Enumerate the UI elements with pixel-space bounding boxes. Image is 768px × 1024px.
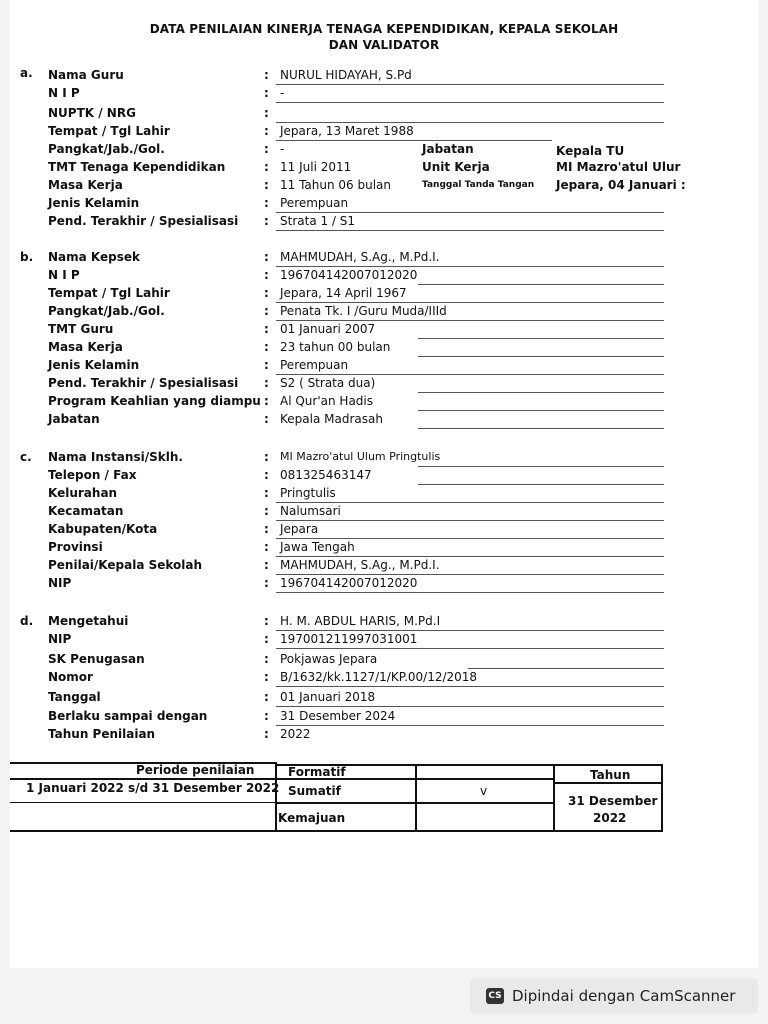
field-value: Jawa Tengah — [280, 540, 355, 554]
field-label: Kabupaten/Kota — [48, 522, 158, 536]
field-label: N I P — [48, 86, 80, 100]
field-row — [48, 670, 768, 688]
field-row — [48, 709, 768, 727]
field-value: 23 tahun 00 bulan — [280, 340, 391, 354]
document-title-line-2: DAN VALIDATOR — [328, 38, 440, 52]
field-row — [48, 727, 768, 745]
field-label: Program Keahlian yang diampu — [48, 394, 261, 408]
field-row — [48, 322, 768, 340]
field-row — [48, 576, 768, 594]
field-value: 081325463147 — [280, 468, 372, 482]
field-colon: : — [264, 196, 269, 210]
field-colon: : — [264, 504, 269, 518]
field-row — [48, 540, 768, 558]
field-value: 01 Januari 2018 — [280, 690, 376, 704]
field-colon: : — [264, 340, 269, 354]
underline — [276, 230, 664, 231]
jabatan-value: Kepala TU — [556, 144, 625, 158]
field-row — [48, 304, 768, 322]
tahun-value-line-2: 2022 — [593, 811, 627, 825]
field-value: S2 ( Strata dua) — [280, 376, 376, 390]
underline — [418, 428, 664, 429]
underline — [276, 686, 664, 687]
field-label: Nomor — [48, 670, 93, 684]
field-row — [48, 178, 768, 196]
field-row — [48, 468, 768, 486]
table-rule — [275, 802, 553, 804]
field-row — [48, 504, 768, 522]
field-colon: : — [264, 576, 269, 590]
table-rule — [553, 782, 663, 784]
underline — [418, 484, 664, 485]
field-colon: : — [264, 250, 269, 264]
field-label: Tempat / Tgl Lahir — [48, 286, 170, 300]
field-colon: : — [264, 142, 269, 156]
field-value: MAHMUDAH, S.Ag., M.Pd.I. — [280, 558, 440, 572]
field-label: Kecamatan — [48, 504, 124, 518]
field-label: Jenis Kelamin — [48, 196, 140, 210]
camscanner-logo-icon: CS — [486, 988, 504, 1004]
field-row — [48, 160, 768, 178]
field-label: Pend. Terakhir / Spesialisasi — [48, 214, 239, 228]
section-b-letter: b. — [20, 250, 34, 264]
underline — [276, 266, 664, 267]
field-row — [48, 340, 768, 358]
field-row — [48, 632, 768, 650]
underline — [276, 706, 664, 707]
field-value: Kepala Madrasah — [280, 412, 383, 426]
section-d-letter: d. — [20, 614, 34, 628]
underline — [276, 140, 552, 141]
field-label: NIP — [48, 632, 72, 646]
underline — [276, 302, 664, 303]
tahun-header: Tahun — [590, 768, 631, 782]
field-colon: : — [264, 304, 269, 318]
document-title-line-1: DATA PENILAIAN KINERJA TENAGA KEPENDIDIKAN, KEPALA SEKOLAH — [149, 22, 619, 36]
tanggal-tanda-tangan-label: Tanggal Tanda Tangan — [422, 180, 535, 190]
field-value: H. M. ABDUL HARIS, M.Pd.I — [280, 614, 441, 628]
table-rule — [661, 764, 663, 832]
field-colon: : — [264, 394, 269, 408]
underline — [418, 338, 664, 339]
field-row — [48, 558, 768, 576]
field-value: 196704142007012020 — [280, 268, 418, 282]
field-value: - — [280, 142, 285, 156]
field-label: Pangkat/Jab./Gol. — [48, 304, 165, 318]
field-colon: : — [264, 412, 269, 426]
field-value: Al Qur'an Hadis — [280, 394, 373, 408]
field-row — [48, 486, 768, 504]
field-value: Nalumsari — [280, 504, 341, 518]
field-row — [48, 286, 768, 304]
field-value: 197001211997031001 — [280, 632, 418, 646]
field-label: Penilai/Kepala Sekolah — [48, 558, 203, 572]
field-colon: : — [264, 558, 269, 572]
field-label: Mengetahui — [48, 614, 129, 628]
field-colon: : — [264, 690, 269, 704]
field-row — [48, 394, 768, 412]
field-value: B/1632/kk.1127/1/KP.00/12/2018 — [280, 670, 478, 684]
field-colon: : — [264, 124, 269, 138]
underline — [276, 648, 664, 649]
field-row — [48, 86, 768, 104]
field-label: NUPTK / NRG — [48, 106, 136, 120]
field-label: Nama Instansi/Sklh. — [48, 450, 183, 464]
tahun-value-line-1: 31 Desember — [568, 794, 658, 808]
field-value: Jepara, 13 Maret 1988 — [280, 124, 414, 138]
tanggal-tanda-tangan-value: Jepara, 04 Januari : — [556, 178, 686, 192]
field-colon: : — [264, 86, 269, 100]
field-colon: : — [264, 450, 269, 464]
field-value: 11 Juli 2011 — [280, 160, 352, 174]
periode-penilaian-table — [10, 762, 663, 836]
field-colon: : — [264, 358, 269, 372]
field-colon: : — [264, 468, 269, 482]
field-colon: : — [264, 652, 269, 666]
field-row — [48, 268, 768, 286]
camscanner-text: Dipindai dengan CamScanner — [512, 987, 736, 1005]
underline — [276, 592, 664, 593]
underline — [276, 212, 664, 213]
field-label: Telepon / Fax — [48, 468, 137, 482]
field-value: Penata Tk. I /Guru Muda/IIId — [280, 304, 447, 318]
field-label: Nama Kepsek — [48, 250, 140, 264]
field-label: Masa Kerja — [48, 178, 123, 192]
field-value: 11 Tahun 06 bulan — [280, 178, 392, 192]
field-row — [48, 652, 768, 670]
field-value: Perempuan — [280, 196, 349, 210]
field-label: Jabatan — [48, 412, 100, 426]
underline — [418, 410, 664, 411]
field-colon: : — [264, 376, 269, 390]
underline — [276, 320, 664, 321]
field-colon: : — [264, 486, 269, 500]
unit-kerja-value: MI Mazro'atul Ulur — [556, 160, 681, 174]
table-rule — [10, 778, 553, 780]
field-value: 2022 — [280, 727, 311, 741]
field-colon: : — [264, 68, 269, 82]
underline — [276, 556, 664, 557]
underline — [418, 392, 664, 393]
underline — [276, 725, 664, 726]
camscanner-watermark — [470, 979, 758, 1013]
underline — [276, 374, 664, 375]
field-row — [48, 106, 768, 124]
field-label: Nama Guru — [48, 68, 124, 82]
field-colon: : — [264, 632, 269, 646]
field-colon: : — [264, 727, 269, 741]
section-a-letter: a. — [20, 66, 33, 80]
formatif-label: Formatif — [288, 765, 346, 779]
table-rule — [553, 764, 555, 832]
underline — [276, 102, 664, 103]
field-colon: : — [264, 614, 269, 628]
field-value: Jepara, 14 April 1967 — [280, 286, 407, 300]
underline — [276, 520, 664, 521]
field-row — [48, 450, 768, 468]
field-colon: : — [264, 540, 269, 554]
table-rule — [10, 802, 275, 803]
underline — [276, 84, 664, 85]
field-label: Tanggal — [48, 690, 101, 704]
field-colon: : — [264, 106, 269, 120]
field-label: NIP — [48, 576, 72, 590]
field-value: Pokjawas Jepara — [280, 652, 378, 666]
field-colon: : — [264, 322, 269, 336]
check-mark: v — [480, 784, 488, 798]
field-value: Perempuan — [280, 358, 349, 372]
field-row — [48, 412, 768, 430]
field-label: Tempat / Tgl Lahir — [48, 124, 170, 138]
field-colon: : — [264, 709, 269, 723]
field-row — [48, 214, 768, 232]
field-colon: : — [264, 160, 269, 174]
field-value: 196704142007012020 — [280, 576, 418, 590]
field-value: NURUL HIDAYAH, S.Pd — [280, 68, 412, 82]
field-label: Masa Kerja — [48, 340, 123, 354]
underline — [276, 630, 664, 631]
field-value: Strata 1 / S1 — [280, 214, 356, 228]
field-row — [48, 68, 768, 86]
section-c-letter: c. — [20, 450, 32, 464]
field-row — [48, 376, 768, 394]
kemajuan-label: Kemajuan — [278, 811, 346, 825]
field-label: N I P — [48, 268, 80, 282]
underline — [468, 668, 664, 669]
field-label: Provinsi — [48, 540, 103, 554]
field-colon: : — [264, 286, 269, 300]
field-row — [48, 142, 768, 160]
field-value: - — [280, 86, 285, 100]
table-rule — [10, 830, 663, 832]
periode-header: Periode penilaian — [136, 763, 255, 777]
field-row — [48, 358, 768, 376]
underline — [418, 284, 664, 285]
field-row — [48, 124, 768, 142]
field-value: MI Mazro'atul Ulum Pringtulis — [280, 450, 441, 463]
field-label: TMT Guru — [48, 322, 114, 336]
field-label: Tahun Penilaian — [48, 727, 156, 741]
field-label: Pangkat/Jab./Gol. — [48, 142, 165, 156]
field-row — [48, 250, 768, 268]
field-row — [48, 614, 768, 632]
field-colon: : — [264, 268, 269, 282]
field-colon: : — [264, 670, 269, 684]
underline — [418, 356, 664, 357]
field-label: SK Penugasan — [48, 652, 145, 666]
underline — [276, 538, 664, 539]
field-value: MAHMUDAH, S.Ag., M.Pd.I. — [280, 250, 440, 264]
field-label: Jenis Kelamin — [48, 358, 140, 372]
sumatif-label: Sumatif — [288, 784, 341, 798]
field-label: Kelurahan — [48, 486, 118, 500]
field-colon: : — [264, 522, 269, 536]
field-value: Jepara — [280, 522, 319, 536]
underline — [276, 122, 664, 123]
field-value: 31 Desember 2024 — [280, 709, 396, 723]
underline — [276, 502, 664, 503]
field-label: Berlaku sampai dengan — [48, 709, 208, 723]
underline — [276, 574, 664, 575]
field-value: Pringtulis — [280, 486, 336, 500]
field-label: Pend. Terakhir / Spesialisasi — [48, 376, 239, 390]
unit-kerja-label: Unit Kerja — [422, 160, 490, 174]
field-row — [48, 522, 768, 540]
table-rule — [275, 762, 277, 832]
field-colon: : — [264, 214, 269, 228]
field-row — [48, 690, 768, 708]
field-row — [48, 196, 768, 214]
jabatan-label: Jabatan — [422, 142, 474, 156]
field-label: TMT Tenaga Kependidikan — [48, 160, 226, 174]
field-colon: : — [264, 178, 269, 192]
periode-value: 1 Januari 2022 s/d 31 Desember 2022 — [26, 781, 280, 795]
underline — [418, 466, 664, 467]
field-value: 01 Januari 2007 — [280, 322, 376, 336]
table-rule — [415, 764, 417, 832]
